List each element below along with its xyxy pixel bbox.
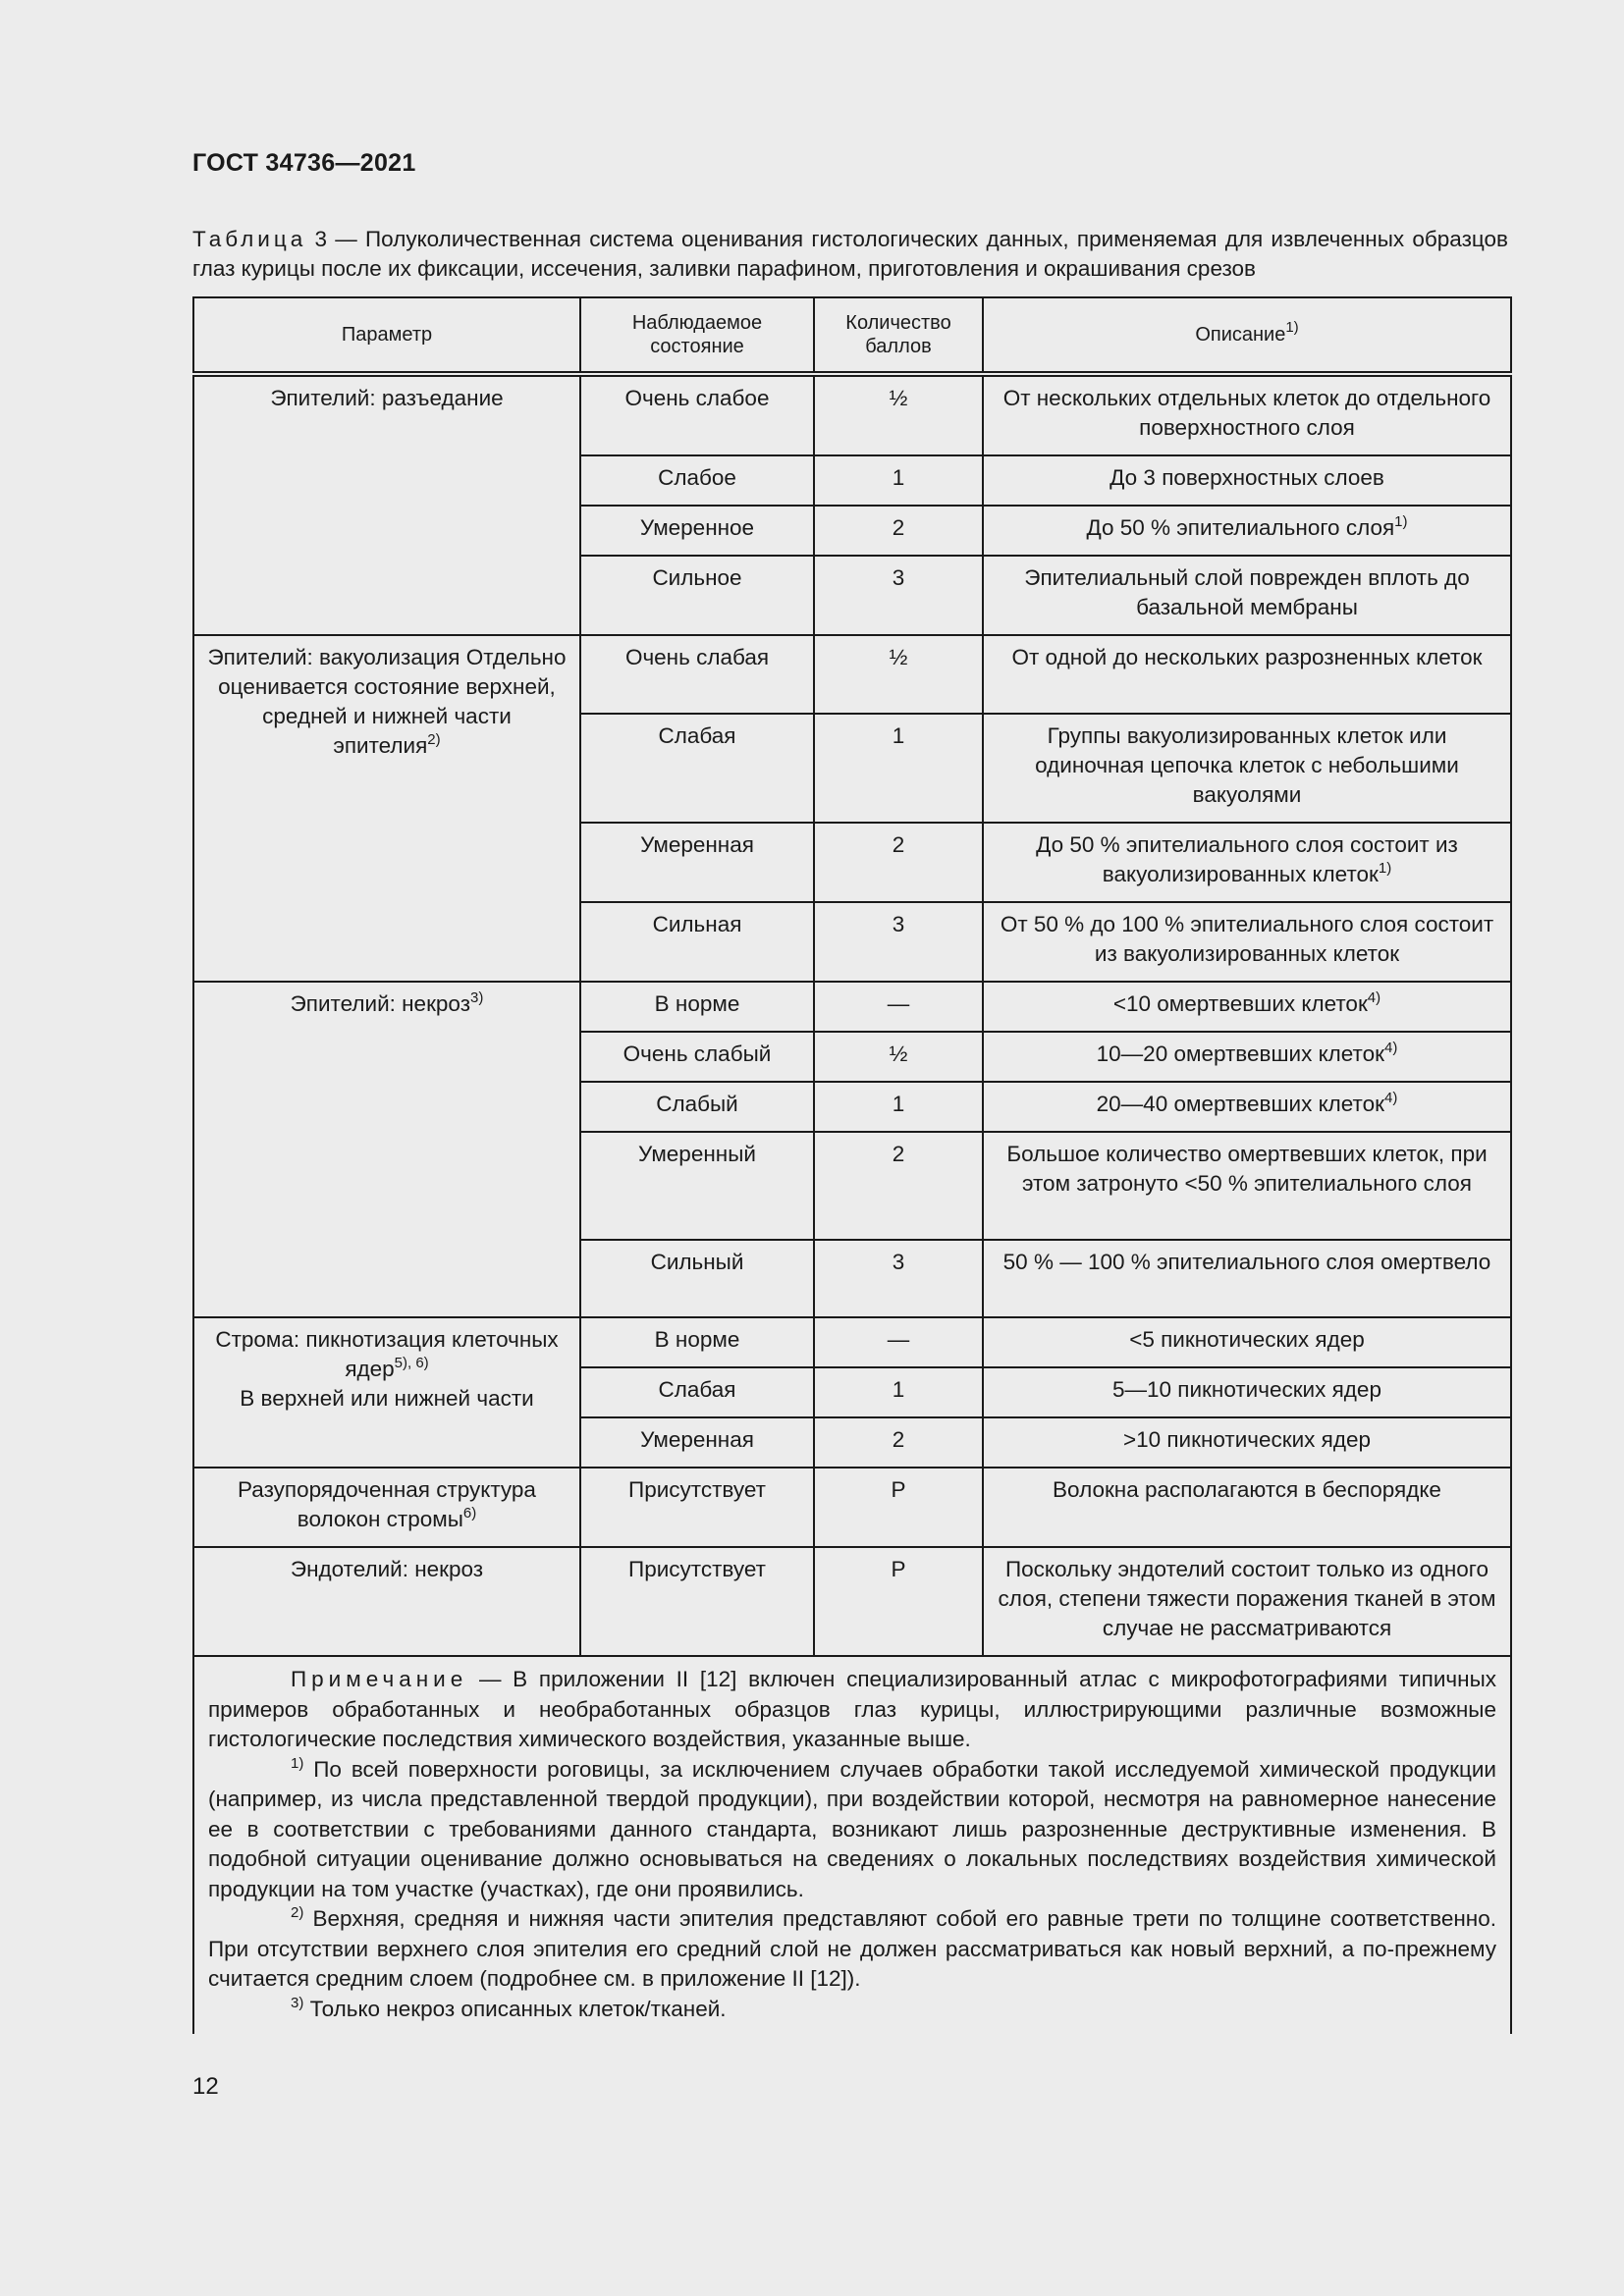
score-cell: —: [814, 982, 983, 1032]
score-cell: 2: [814, 506, 983, 556]
score-cell: ½: [814, 1032, 983, 1082]
state-cell: Присутствует: [580, 1468, 814, 1547]
table-row: [193, 982, 1511, 1032]
state-cell: Очень слабый: [580, 1032, 814, 1082]
description-cell: 5—10 пикнотических ядер: [983, 1367, 1511, 1417]
description-cell: Группы вакуолизированных клеток или одиночная цепочка клеток с небольшими вакуолями: [983, 714, 1511, 823]
description-cell: Большое количество омертвевших клеток, при этом затронуто <50 % эпителиального слоя: [983, 1132, 1511, 1240]
state-cell: Слабое: [580, 455, 814, 506]
state-cell: В норме: [580, 982, 814, 1032]
state-cell: Сильное: [580, 556, 814, 635]
header-observed-state: Наблюдаемое состояние: [580, 297, 814, 374]
score-cell: 1: [814, 1082, 983, 1132]
score-cell: 1: [814, 455, 983, 506]
table-row: [193, 1468, 1511, 1547]
score-cell: 3: [814, 556, 983, 635]
description-cell: Эпителиальный слой поврежден вплоть до базальной мембраны: [983, 556, 1511, 635]
score-cell: 3: [814, 1240, 983, 1317]
header-description: Описание$^{1)}$: [983, 297, 1511, 374]
description-cell: 10—20 омертвевших клеток$^{4)}$: [983, 1032, 1511, 1082]
parameter-cell: Эпителий: разъедание: [193, 374, 580, 635]
header-parameter: Параметр: [193, 297, 580, 374]
header-score: Количество баллов: [814, 297, 983, 374]
notes-row: [193, 1656, 1511, 2034]
document-code: ГОСТ 34736—2021: [192, 149, 416, 177]
parameter-cell: Эпителий: вакуолизация Отдельно оценивается состояние верхней, средней и нижней части эпителия$^{2)}$: [193, 635, 580, 982]
description-cell: От одной до нескольких разрозненных клеток: [983, 635, 1511, 714]
caption-label: Таблица: [192, 227, 307, 251]
description-cell: 20—40 омертвевших клеток$^{4)}$: [983, 1082, 1511, 1132]
note-paragraph: Примечание — В приложении II [12] включен специализированный атлас с микрофотографиями типичных примеров обработанных и необработанных образцов глаз курицы, иллюстрирующими различные возможные гистологические последствия химического воздействия, указанные выше.: [208, 1667, 1496, 1751]
score-cell: P: [814, 1468, 983, 1547]
description-cell: <10 омертвевших клеток$^{4)}$: [983, 982, 1511, 1032]
footnote-3: $^{3)}$ Только некроз описанных клеток/тканей.: [291, 1994, 727, 2021]
state-cell: Очень слабая: [580, 635, 814, 714]
table-row: [193, 1547, 1511, 1656]
description-cell: Поскольку эндотелий состоит только из одного слоя, степени тяжести поражения тканей в этом случае не рассматриваются: [983, 1547, 1511, 1656]
score-cell: P: [814, 1547, 983, 1656]
state-cell: Умеренная: [580, 823, 814, 902]
score-cell: —: [814, 1317, 983, 1367]
score-cell: 2: [814, 1132, 983, 1240]
score-cell: 2: [814, 823, 983, 902]
caption-text: 3 — Полуколичественная система оценивания гистологических данных, применяемая для извлеченных образцов глаз курицы после их фиксации, иссечения, заливки парафином, приготовления и окрашивания срезов: [192, 227, 1508, 281]
parameter-cell: Эпителий: некроз$^{3)}$: [193, 982, 580, 1317]
state-cell: Умеренное: [580, 506, 814, 556]
state-cell: Очень слабое: [580, 374, 814, 455]
table-row: [193, 1317, 1511, 1367]
description-cell: До 3 поверхностных слоев: [983, 455, 1511, 506]
score-cell: 2: [814, 1417, 983, 1468]
state-cell: Умеренная: [580, 1417, 814, 1468]
histology-table-container: [192, 296, 1510, 2034]
state-cell: Сильный: [580, 1240, 814, 1317]
footnote-1: $^{1)}$ По всей поверхности роговицы, за исключением случаев обработки такой исследуемой химической продукции (например, из числа представленной твердой продукции), при воздействии которой, несмотря на равномерное нанесение ее в соответствии с требованиями данного стандарта, возникают лишь разрозненные деструктивные изменения. В подобной ситуации оценивание должно основываться на сведениях о локальных последствиях воздействия химической продукции на том участке (участках), где они проявились.: [208, 1754, 1496, 1901]
score-cell: 3: [814, 902, 983, 982]
state-cell: В норме: [580, 1317, 814, 1367]
parameter-cell: Строма: пикнотизация клеточных ядер$^{5), 6)}$ В верхней или нижней части: [193, 1317, 580, 1468]
description-cell: До 50 % эпителиального слоя состоит из вакуолизированных клеток$^{1)}$: [983, 823, 1511, 902]
score-cell: 1: [814, 714, 983, 823]
table-header-row: [193, 297, 1511, 374]
description-cell: Волокна располагаются в беспорядке: [983, 1468, 1511, 1547]
description-cell: От 50 % до 100 % эпителиального слоя состоит из вакуолизированных клеток: [983, 902, 1511, 982]
state-cell: Присутствует: [580, 1547, 814, 1656]
table-row: [193, 374, 1511, 455]
score-cell: 1: [814, 1367, 983, 1417]
score-cell: ½: [814, 635, 983, 714]
description-cell: >10 пикнотических ядер: [983, 1417, 1511, 1468]
description-cell: <5 пикнотических ядер: [983, 1317, 1511, 1367]
notes-cell: [193, 1656, 1511, 2034]
description-cell: 50 % — 100 % эпителиального слоя омертвело: [983, 1240, 1511, 1317]
description-cell: От нескольких отдельных клеток до отдельного поверхностного слоя: [983, 374, 1511, 455]
footnote-2: $^{2)}$ Верхняя, средняя и нижняя части эпителия представляют собой его равные трети по толщине соответственно. При отсутствии верхнего слоя эпителия его средний слой не должен рассматриваться как новый верхний, а по-прежнему считается средним слоем (подробнее см. в приложение II [12]).: [208, 1904, 1496, 1991]
state-cell: Слабая: [580, 1367, 814, 1417]
score-cell: ½: [814, 374, 983, 455]
histology-scoring-table: [192, 296, 1512, 2034]
state-cell: Сильная: [580, 902, 814, 982]
description-cell: До 50 % эпителиального слоя$^{1)}$: [983, 506, 1511, 556]
parameter-cell: Разупорядоченная структура волокон стромы$^{6)}$: [193, 1468, 580, 1547]
parameter-cell: Эндотелий: некроз: [193, 1547, 580, 1656]
state-cell: Слабый: [580, 1082, 814, 1132]
state-cell: Слабая: [580, 714, 814, 823]
table-caption: [192, 225, 1508, 284]
state-cell: Умеренный: [580, 1132, 814, 1240]
table-row: [193, 635, 1511, 714]
page-number: 12: [192, 2073, 219, 2100]
